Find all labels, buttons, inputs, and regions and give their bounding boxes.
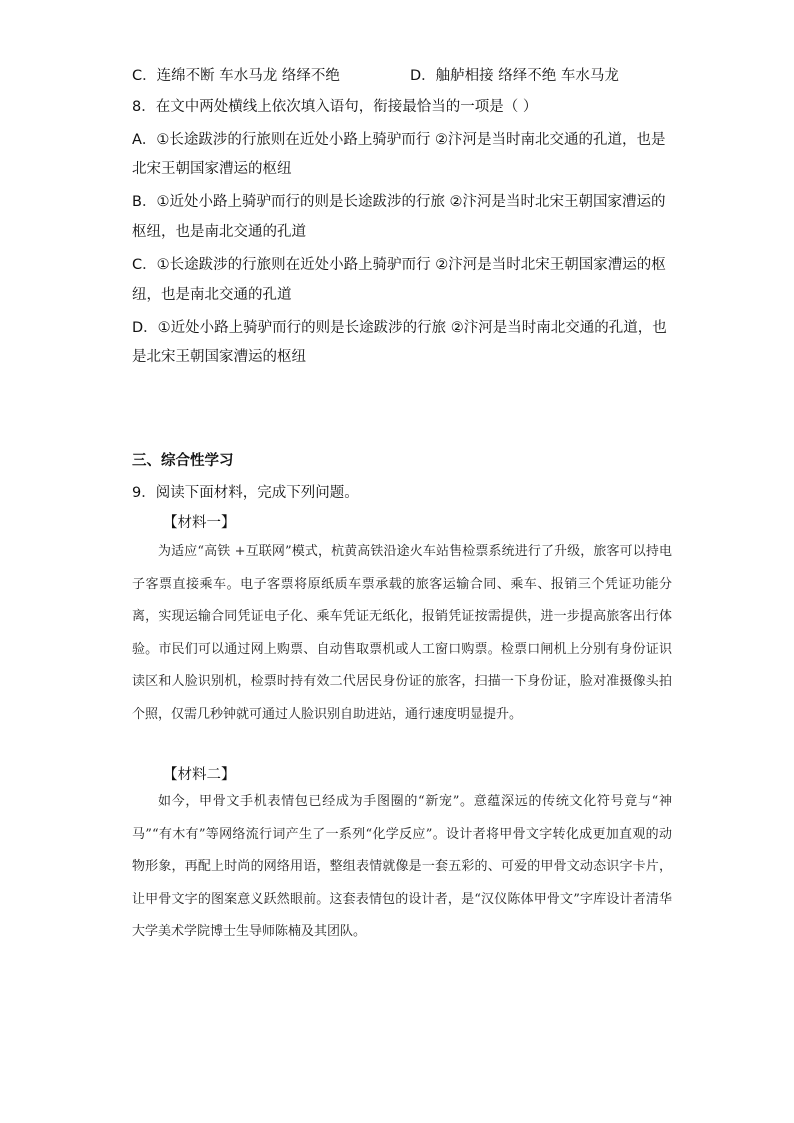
material2-text: 如今，甲骨文手机表情包已经成为手图圈的“新宠”。意蕴深远的传统文化符号竟与“神马”“有木有”等网络流行词产生了一系列“化学反应”。设计者将甲骨文字转化成更加直观的动物形象，再配上时尚的网络用语，整组表情就像是一套五彩的、可爱的甲骨文动态识字卡片，让甲骨文字的图案意义跃然眼前。这套表情包的设计者，是“汉仪陈体甲骨文”字库设计者清华大学美术学院博士生导师陈楠及其团队。 [132,794,672,939]
q8-option-c-line2: 纽，也是南北交通的孔道 [132,287,292,303]
q8-option-a-line2: 北宋王朝国家漕运的枢纽 [132,161,292,177]
q8-option-c-line1: C．①长途跋涉的行旅则在近处小路上骑驴而行 ②汴河是当时北宋王朝国家漕运的枢 [132,257,666,273]
q7-option-d: D．舳舻相接 络绎不绝 车水马龙 [410,68,619,84]
q7-option-c: C．连绵不断 车水马龙 络绎不绝 [132,68,340,84]
material1-label: 【材料一】 [163,515,236,531]
material1-text: 为适应“高铁 +互联网”模式，杭黄高铁沿途火车站售检票系统进行了升级，旅客可以持电子客票直接乘车。电子客票将原纸质车票承载的旅客运输合同、乘车、报销三个凭证功能分离，实现运输合同凭证电子化、乘车凭证无纸化，报销凭证按需提供，进一步提高旅客出行体验。市民们可以通过网上购票、自动售取票机或人工窗口购票。检票口闸机上分别有身份证识读区和人脸识别机，检票时持有效二代居民身份证的旅客，扫描一下身份证，脸对准摄像头拍个照，仅需几秒钟就可通过人脸识别自助进站，通行速度明显提升。 [132,544,672,722]
q8-option-b-line2: 枢纽，也是南北交通的孔道 [132,224,306,240]
q9-stem: 9．阅读下面材料，完成下列问题。 [132,485,359,501]
q8-option-a-line1: A．①长途跋涉的行旅则在近处小路上骑驴而行 ②汴河是当时南北交通的孔道，也是 [132,132,666,148]
q8-option-d-line1: D．①近处小路上骑驴而行的则是长途跋涉的行旅 ②汴河是当时南北交通的孔道，也 [132,320,667,336]
q8-option-d-line2: 是北宋王朝国家漕运的枢纽 [132,349,306,365]
material2-label: 【材料二】 [163,767,236,783]
q8-option-b-line1: B．①近处小路上骑驴而行的则是长途跋涉的行旅 ②汴河是当时北宋王朝国家漕运的 [132,194,666,210]
q8-stem: 8．在文中两处横线上依次填入语句，衔接最恰当的一项是（ ） [132,99,538,115]
section-heading: 三、综合性学习 [132,453,234,469]
